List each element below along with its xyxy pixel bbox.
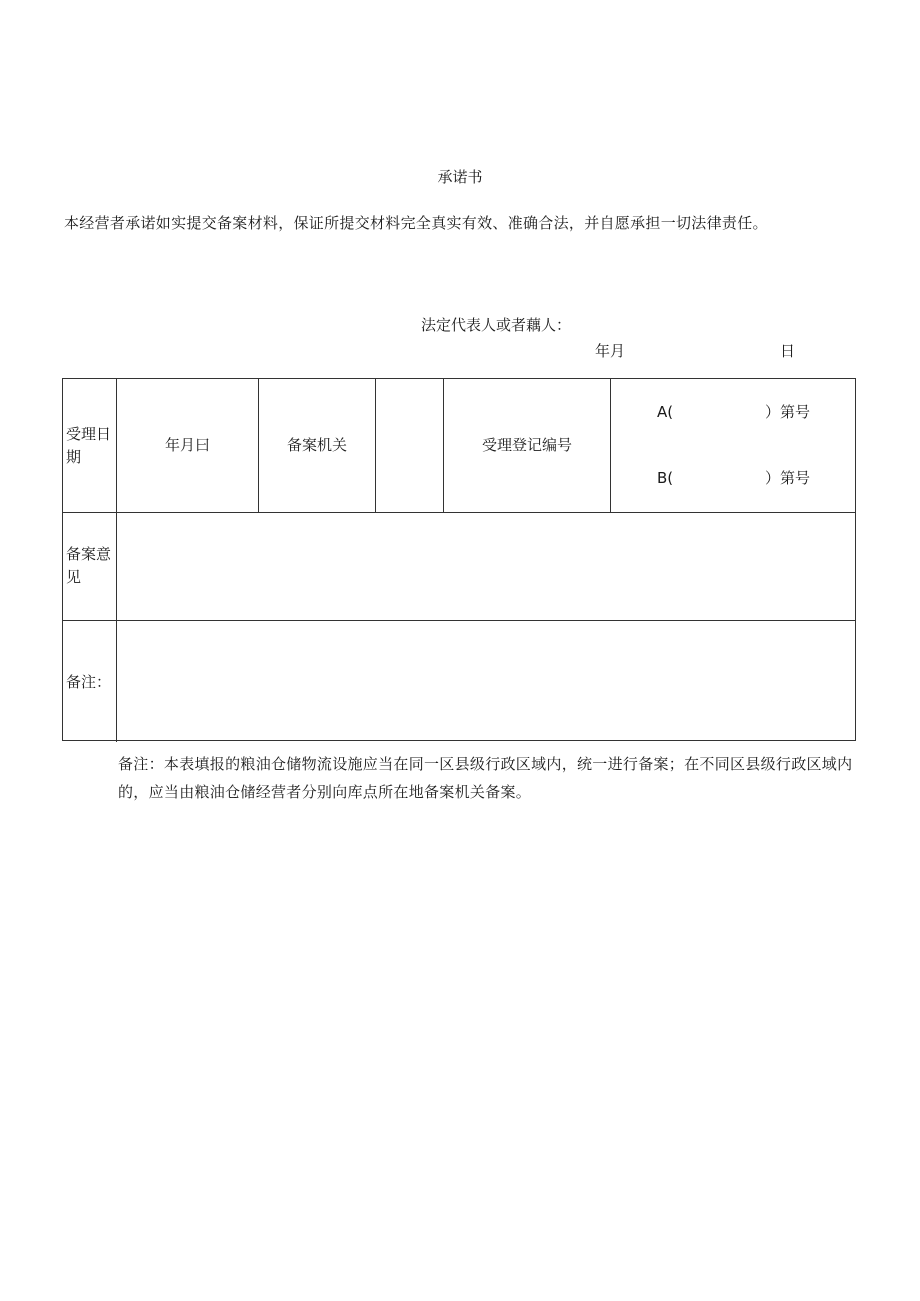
remark-label: 备注： <box>66 673 112 691</box>
footnote: 备注：本表填报的粮油仓储物流设施应当在同一区县级行政区域内，统一进行备案；在不同区县级行政区域内的，应当由粮油仓储经营者分别向库点所在地备案机关备案。 <box>118 755 853 801</box>
authority-label: 备案机关 <box>286 436 347 454</box>
signature-year-month: 年月 <box>595 342 626 360</box>
signature-label: 法定代表人或者藕人： <box>421 316 572 334</box>
number-b-prefix: B( <box>657 469 674 487</box>
number-a-prefix: A( <box>657 403 674 421</box>
accept-date-field[interactable]: 年月曰 <box>164 436 210 454</box>
column-divider <box>375 379 376 512</box>
register-number-label: 受理登记编号 <box>481 436 572 454</box>
opinion-field[interactable] <box>117 513 855 619</box>
document-title: 承诺书 <box>437 168 483 186</box>
filing-form-table <box>62 378 856 741</box>
column-divider <box>610 379 611 512</box>
pledge-statement: 本经营者承诺如实提交备案材料，保证所提交材料完全真实有效、准确合法，并自愿承担一切法律责任。 <box>64 214 768 232</box>
number-b-suffix: ）第号 <box>765 469 811 487</box>
opinion-label: 备案意见 <box>66 545 112 586</box>
accept-date-label: 受理日期 <box>66 425 112 466</box>
signature-day: 日 <box>780 342 796 360</box>
remark-field[interactable] <box>117 621 855 740</box>
number-a-suffix: ）第号 <box>765 403 811 421</box>
